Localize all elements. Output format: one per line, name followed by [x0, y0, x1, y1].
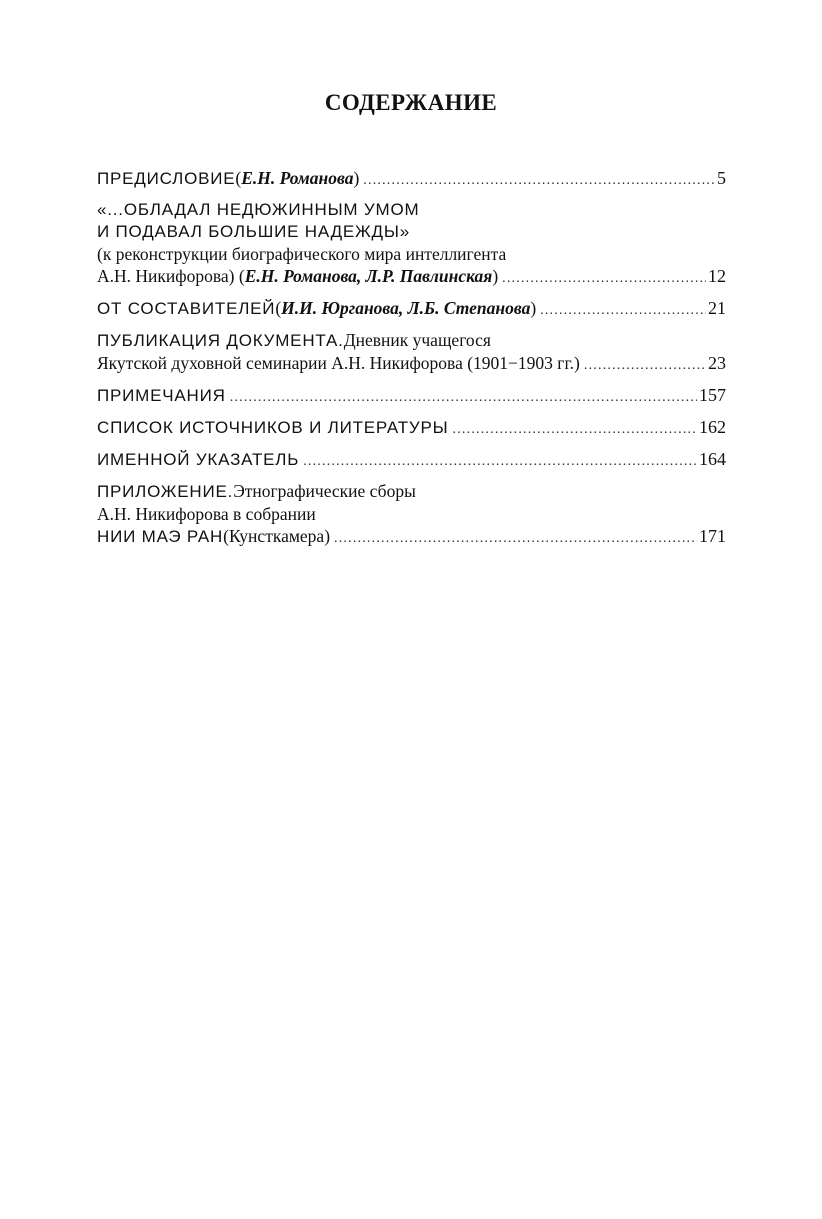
toc-page-number: 157: [699, 385, 726, 405]
toc-entry-heading-cont: И ПОДАВАЛ БОЛЬШИЕ НАДЕЖДЫ»: [97, 222, 410, 241]
toc-entry-essay[interactable]: [97, 199, 726, 290]
dot-leader: [334, 528, 697, 550]
toc-entry-subtitle: (к реконструкции биографического мира интеллигента: [97, 244, 507, 264]
toc-entry-heading: ИМЕННОЙ УКАЗАТЕЛЬ: [97, 450, 300, 469]
toc-line: [97, 199, 726, 221]
toc-entry-sources[interactable]: [97, 416, 726, 441]
toc-paren-close: ): [353, 168, 360, 188]
dot-leader: [363, 170, 715, 192]
toc-line: [97, 503, 726, 525]
toc-entry-publication[interactable]: [97, 329, 726, 377]
toc-line: [97, 525, 726, 550]
toc-entry-preface[interactable]: [97, 167, 726, 192]
toc-entry-appendix[interactable]: [97, 480, 726, 550]
toc-entry-heading: ПРИЛОЖЕНИЕ.: [97, 482, 234, 501]
page-title: СОДЕРЖАНИЕ: [324, 90, 498, 115]
toc-entry-subtitle-cont: А.Н. Никифорова) (: [97, 266, 245, 286]
toc-paren-close: ): [530, 298, 537, 318]
toc-entry-authors: Е.Н. Романова: [241, 168, 354, 188]
toc-line: [97, 297, 726, 322]
dot-leader: [230, 387, 697, 409]
toc-page-number: 164: [699, 449, 726, 469]
toc-paren-open: (: [275, 298, 282, 318]
toc-entry-index[interactable]: [97, 448, 726, 473]
toc-entry-subtitle: Дневник учащегося: [343, 330, 491, 350]
toc-entry-heading: ОТ СОСТАВИТЕЛЕЙ: [97, 299, 276, 318]
dot-leader: [502, 268, 706, 290]
toc-page-number: 12: [708, 266, 726, 286]
toc-line: [97, 221, 726, 243]
toc-entry-subtitle-cont: Якутской духовной семинарии А.Н. Никифорова (1901−1903 гг.): [97, 353, 580, 373]
toc-line: [97, 265, 726, 290]
toc-entry-authors: Е.Н. Романова, Л.Р. Павлинская: [244, 266, 493, 286]
toc-page-number: 23: [708, 353, 726, 373]
toc-page-number: 162: [699, 417, 726, 437]
toc-line: [97, 243, 726, 265]
toc-line: [97, 167, 726, 192]
toc-entry-subtitle-cont: (Кунсткамера): [223, 526, 331, 546]
dot-leader: [453, 419, 697, 441]
toc-line: [97, 329, 726, 352]
toc-entry-authors: И.И. Юрганова, Л.Б. Степанова: [281, 298, 531, 318]
toc-entry-heading: «...ОБЛАДАЛ НЕДЮЖИННЫМ УМОМ: [97, 200, 420, 219]
toc-entry-subtitle-cont: А.Н. Никифорова в собрании: [97, 504, 316, 524]
toc-page-number: 171: [699, 526, 726, 546]
dot-leader: [540, 300, 706, 322]
toc-paren-close: ): [492, 266, 499, 286]
toc-entry-subtitle: Этнографические сборы: [233, 481, 416, 501]
toc-entry-heading: ПУБЛИКАЦИЯ ДОКУМЕНТА.: [97, 331, 344, 350]
dot-leader: [303, 451, 697, 473]
toc-entry-heading: ПРИМЕЧАНИЯ: [97, 386, 226, 405]
toc-line: [97, 416, 726, 441]
toc-entry-heading: ПРЕДИСЛОВИЕ: [97, 169, 236, 188]
toc-page-number: 21: [708, 298, 726, 318]
table-of-contents: [97, 167, 726, 557]
toc-entry-compilers[interactable]: [97, 297, 726, 322]
dot-leader: [584, 355, 706, 377]
toc-line: [97, 384, 726, 409]
toc-page-number: 5: [717, 168, 726, 188]
toc-line: [97, 352, 726, 377]
toc-entry-notes[interactable]: [97, 384, 726, 409]
toc-entry-institution: НИИ МАЭ РАН: [97, 527, 224, 546]
toc-line: [97, 480, 726, 503]
toc-paren-open: (: [235, 168, 242, 188]
toc-entry-heading: СПИСОК ИСТОЧНИКОВ И ЛИТЕРАТУРЫ: [97, 418, 449, 437]
toc-line: [97, 448, 726, 473]
